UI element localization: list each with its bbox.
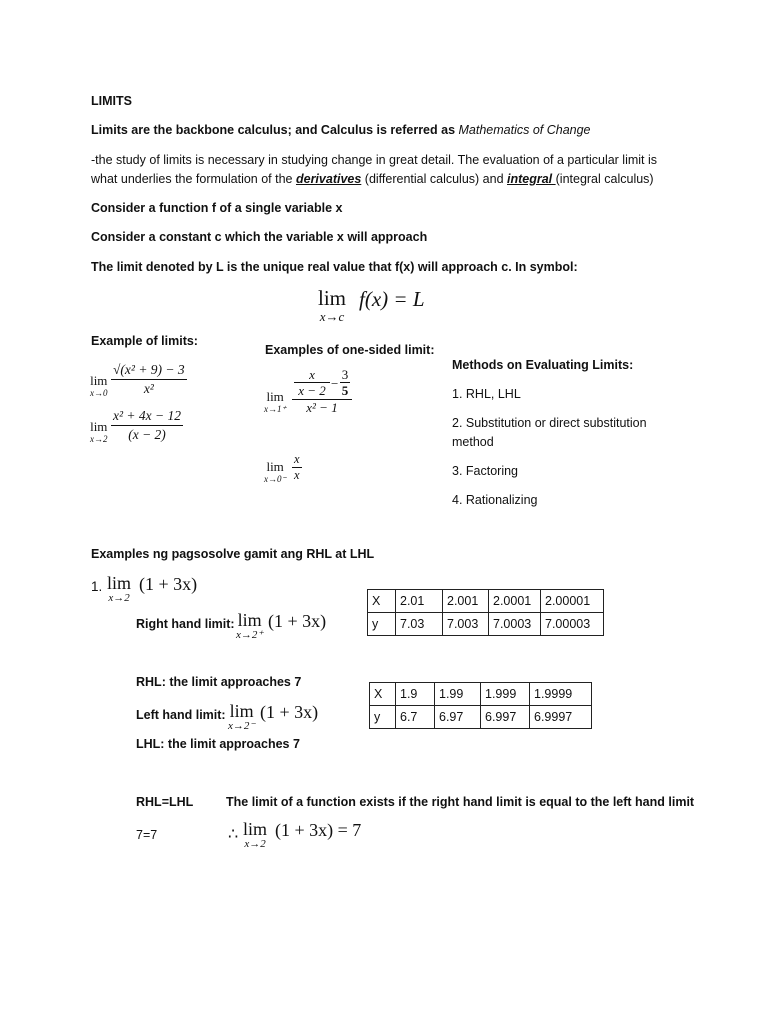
table-cell: 2.0001 — [489, 590, 541, 613]
lim-subscript: x→2⁻ — [228, 720, 256, 732]
main-denominator: x² − 1 — [306, 400, 338, 415]
table-cell: y — [370, 706, 396, 729]
lim-subscript: x→2⁺ — [236, 629, 264, 641]
study-line-2 — [91, 170, 654, 188]
methods-heading: Methods on Evaluating Limits: — [452, 358, 634, 372]
table-cell: 7.00003 — [541, 613, 604, 636]
table-cell: 1.9 — [396, 683, 435, 706]
method-2: 2. Substitution or direct substitution — [452, 416, 647, 430]
lim-word: lim — [243, 819, 268, 839]
table-cell: y — [368, 613, 396, 636]
table-cell: X — [368, 590, 396, 613]
lim-subscript: x→0⁻ — [264, 474, 287, 484]
rhl-equals-lhl: RHL=LHL — [136, 795, 194, 809]
problem-expression: (1 + 3x) — [139, 574, 198, 594]
study-end-text: (integral calculus) — [555, 172, 654, 186]
table-cell: X — [370, 683, 396, 706]
rhl-table — [367, 589, 604, 636]
study-line-1: -the study of limits is necessary in studying change in great detail. The evaluation of a particular limit is — [91, 153, 658, 167]
denominator: (x − 2) — [128, 427, 166, 442]
os1-lim — [264, 390, 286, 414]
os2-fraction — [292, 452, 302, 483]
lhl-lim — [228, 702, 255, 732]
lim-word: lim — [90, 373, 108, 388]
table-cell: 1.99 — [435, 683, 481, 706]
lim-word: lim — [90, 419, 108, 434]
lim-subscript: x→1⁺ — [264, 404, 287, 414]
consider-constant: Consider a constant c which the variable x will approach — [91, 230, 428, 244]
study-mid-text: (differential calculus) and — [361, 172, 507, 186]
rhl-lim — [236, 611, 263, 641]
conclusion-lim — [243, 820, 267, 850]
rhl-lhl-heading: Examples ng pagsosolve gamit ang RHL at LHL — [91, 547, 375, 561]
fraction-denominator: 5 — [341, 383, 349, 398]
derivatives-term: derivatives — [295, 172, 362, 186]
table-row — [368, 590, 604, 613]
table-cell: 2.01 — [396, 590, 443, 613]
therefore-symbol: ∴ — [228, 826, 239, 843]
table-cell: 7.003 — [443, 613, 489, 636]
conclusion-body: (1 + 3x) = 7 — [275, 820, 362, 840]
fraction-numerator: 3 — [341, 367, 349, 382]
table-cell: 7.0003 — [489, 613, 541, 636]
intro-line — [91, 121, 591, 139]
table-cell: 1.999 — [481, 683, 530, 706]
intro-emphasis: Mathematics of Change — [458, 123, 591, 137]
table-cell: 6.997 — [481, 706, 530, 729]
lim-subscript: x→2 — [244, 838, 266, 850]
lim-word: lim — [237, 610, 262, 630]
lim-subscript: x→c — [319, 309, 345, 324]
problem-body — [139, 574, 197, 595]
main-formula-lim — [318, 286, 346, 324]
method-1: 1. RHL, LHL — [452, 387, 521, 401]
ex1-fraction — [111, 361, 187, 398]
lim-subscript: x→2 — [108, 592, 130, 604]
table-cell: 7.03 — [396, 613, 443, 636]
one-sided-heading: Examples of one-sided limit: — [265, 343, 435, 357]
conclusion-statement: The limit of a function exists if the right hand limit is equal to the left hand limit — [226, 795, 695, 809]
lhl-table — [369, 682, 592, 729]
table-cell: 6.9997 — [530, 706, 592, 729]
os2-lim — [264, 460, 286, 484]
table-cell: 6.7 — [396, 706, 435, 729]
method-3: 3. Factoring — [452, 464, 519, 478]
rhl-result: RHL: the limit approaches 7 — [136, 675, 302, 689]
rhl-body: (1 + 3x) — [268, 611, 327, 631]
examples-heading: Example of limits: — [91, 334, 198, 348]
method-4: 4. Rationalizing — [452, 493, 538, 507]
table-cell: 6.97 — [435, 706, 481, 729]
integral-term: integral — [507, 172, 556, 186]
consider-function: Consider a function f of a single variable x — [91, 201, 343, 215]
lhl-body: (1 + 3x) — [260, 702, 319, 722]
denominator: x — [294, 468, 300, 482]
minus-sign: − — [331, 376, 339, 391]
table-cell: 1.9999 — [530, 683, 592, 706]
page-title: LIMITS — [91, 94, 132, 108]
problem-lim — [107, 574, 131, 604]
ex2-fraction — [111, 407, 183, 444]
inner-denominator: x − 2 — [298, 383, 326, 398]
table-row — [370, 706, 592, 729]
lim-word: lim — [107, 573, 132, 593]
lhl-label: Left hand limit: — [136, 708, 226, 722]
problem-number: 1. — [91, 579, 103, 594]
rhl-label: Right hand limit: — [136, 617, 235, 631]
ex2-lim — [90, 420, 108, 444]
table-row — [368, 613, 604, 636]
conclusion-values: 7=7 — [136, 828, 158, 842]
lim-subscript: x→0 — [90, 388, 108, 398]
main-formula-body: f(x) = L — [359, 287, 425, 311]
study-text: what underlies the formulation of the — [91, 172, 296, 186]
lim-word: lim — [266, 389, 284, 404]
limit-definition: The limit denoted by L is the unique real value that f(x) will approach c. In symbol: — [91, 260, 578, 274]
numerator: √(x² + 9) − 3 — [111, 361, 187, 380]
ex1-lim — [90, 374, 108, 398]
table-cell: 2.001 — [443, 590, 489, 613]
lim-word: lim — [229, 701, 254, 721]
method-2-cont: method — [452, 435, 494, 449]
intro-text: Limits are the backbone calculus; and Calculus is referred as — [91, 123, 459, 137]
inner-numerator: x — [309, 367, 315, 382]
table-row — [370, 683, 592, 706]
lim-word: lim — [266, 459, 284, 474]
table-cell: 2.00001 — [541, 590, 604, 613]
denominator: x² — [143, 381, 154, 396]
lim-subscript: x→2 — [90, 434, 108, 444]
lim-word: lim — [318, 286, 347, 310]
lhl-result: LHL: the limit approaches 7 — [136, 737, 300, 751]
numerator: x² + 4x − 12 — [111, 407, 183, 426]
numerator: x — [294, 452, 300, 466]
